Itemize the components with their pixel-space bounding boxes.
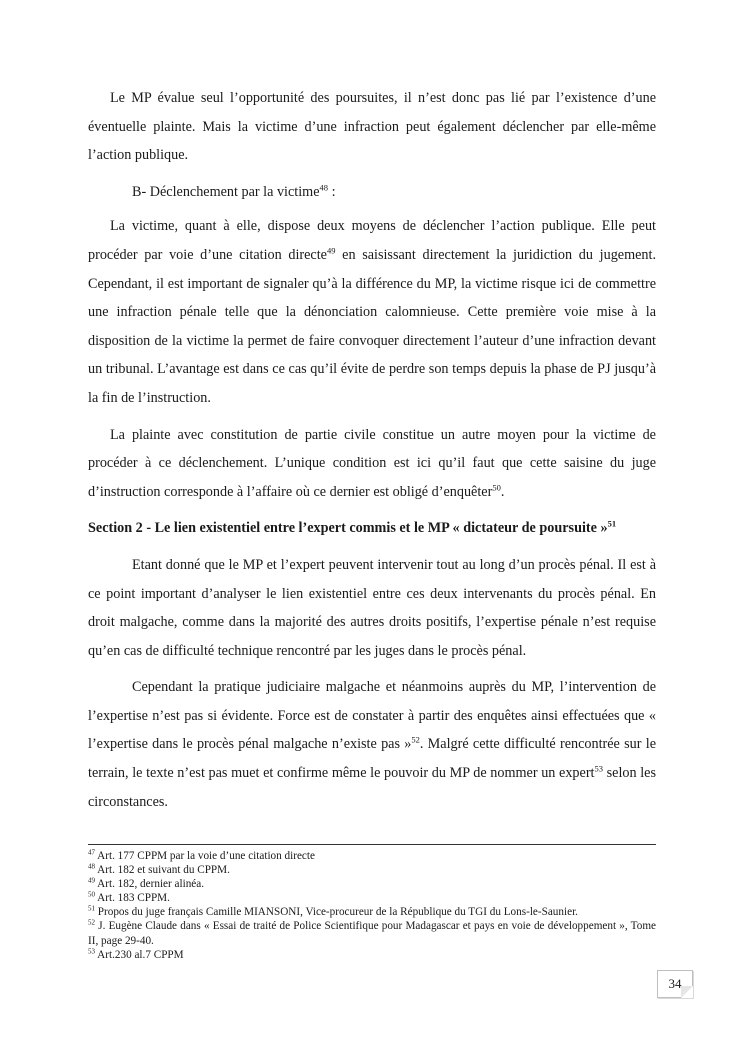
paragraph-3: La plainte avec constitution de partie civile constitue un autre moyen pour la victime de procéder à ce déclenchement. L’unique condition est ici qu’il faut que cette saisine du juge d’instruction corresponde à l’affaire où ce dernier est obligé d’enquêter$^{50}$. bbox=[88, 426, 656, 500]
footnote-51: $^{51}$ Propos du juge français Camille MIANSONI, Vice-procureur de la République du TGI du Lons-le-Saunier. bbox=[88, 904, 578, 919]
footnote-ref-50[interactable]: 50 bbox=[492, 481, 501, 492]
footnote-52: $^{52}$ J. Eugène Claude dans « Essai de traité de Police Scientifique pour Madagascar et pays en voie de développement », Tome II, page 29-40. bbox=[88, 918, 656, 947]
section-heading: Section 2 - Le lien existentiel entre l’expert commis et le MP « dictateur de poursuite »$^{51}$ bbox=[88, 518, 617, 537]
footnote-50: $^{50}$ Art. 183 CPPM. bbox=[88, 890, 170, 905]
paragraph-4: Etant donné que le MP et l’expert peuvent intervenir tout au long d’un procès pénal. Il est à ce point important d’analyser le lien existentiel entre ces deux intervenants du procès pénal. En droit malgache, comme dans la majorité des autres droits positifs, l’expertise pénale n’est requise qu’en cas de difficulté technique rencontré par les juges dans le procès pénal. bbox=[88, 556, 656, 659]
footnotes bbox=[88, 844, 656, 962]
footnote-ref-49[interactable]: 49 bbox=[326, 245, 336, 256]
footnote-48: $^{48}$ Art. 182 et suivant du CPPM. bbox=[88, 862, 230, 877]
footnote-47: $^{47}$ Art. 177 CPPM par la voie d’une citation directe bbox=[88, 848, 315, 862]
subheading-victim: B- Déclenchement par la victime$^{48}$ : bbox=[132, 182, 336, 200]
footnote-ref-51[interactable]: 51 bbox=[607, 518, 617, 529]
footnote-ref-48[interactable]: 48 bbox=[319, 182, 329, 193]
footnote-ref-52[interactable]: 52 bbox=[411, 734, 420, 745]
paragraph-5: Cependant la pratique judiciaire malgache et néanmoins auprès du MP, l’intervention de l’expertise n’est pas si évidente. Force est de constater à partir des enquêtes ainsi effectuées que « l’expertise dans le procès pénal malgache n’existe pas »$^{52}$. Malgré cette difficulté rencontrée sur le terrain, le texte n’est pas muet et confirme même le pouvoir du MP de nommer un expert$^{53}$ selon les circonstances. bbox=[88, 679, 656, 810]
page-number: 34 bbox=[657, 970, 693, 998]
paragraph-1: Le MP évalue seul l’opportunité des poursuites, il n’est donc pas lié par l’existence d’une éventuelle plainte. Mais la victime d’une infraction peut également déclencher par elle-même l’action publique. bbox=[88, 90, 656, 164]
paragraph-2: La victime, quant à elle, dispose deux moyens de déclencher l’action publique. Elle peut procéder par voie d’une citation directe$^{49}$ en saisissant directement la juridiction du jugement. Cependant, il est important de signaler qu’à la différence du MP, la victime risque ici de commettre une infraction pénale telle que la dénonciation calomnieuse. Cette première voie mise à la disposition de la victime la permet de faire convoquer directement l’auteur d’une infraction devant un tribunal. L’avantage est dans ce cas qu’il évite de perdre son temps depuis la phase de PJ jusqu’à la fin de l’instruction. bbox=[88, 218, 656, 406]
footnote-53: $^{53}$ Art.230 al.7 CPPM bbox=[88, 946, 184, 961]
footnote-49: $^{49}$ Art. 182, dernier alinéa. bbox=[88, 876, 205, 891]
footnote-ref-53[interactable]: 53 bbox=[594, 763, 603, 774]
page-body bbox=[88, 84, 656, 824]
